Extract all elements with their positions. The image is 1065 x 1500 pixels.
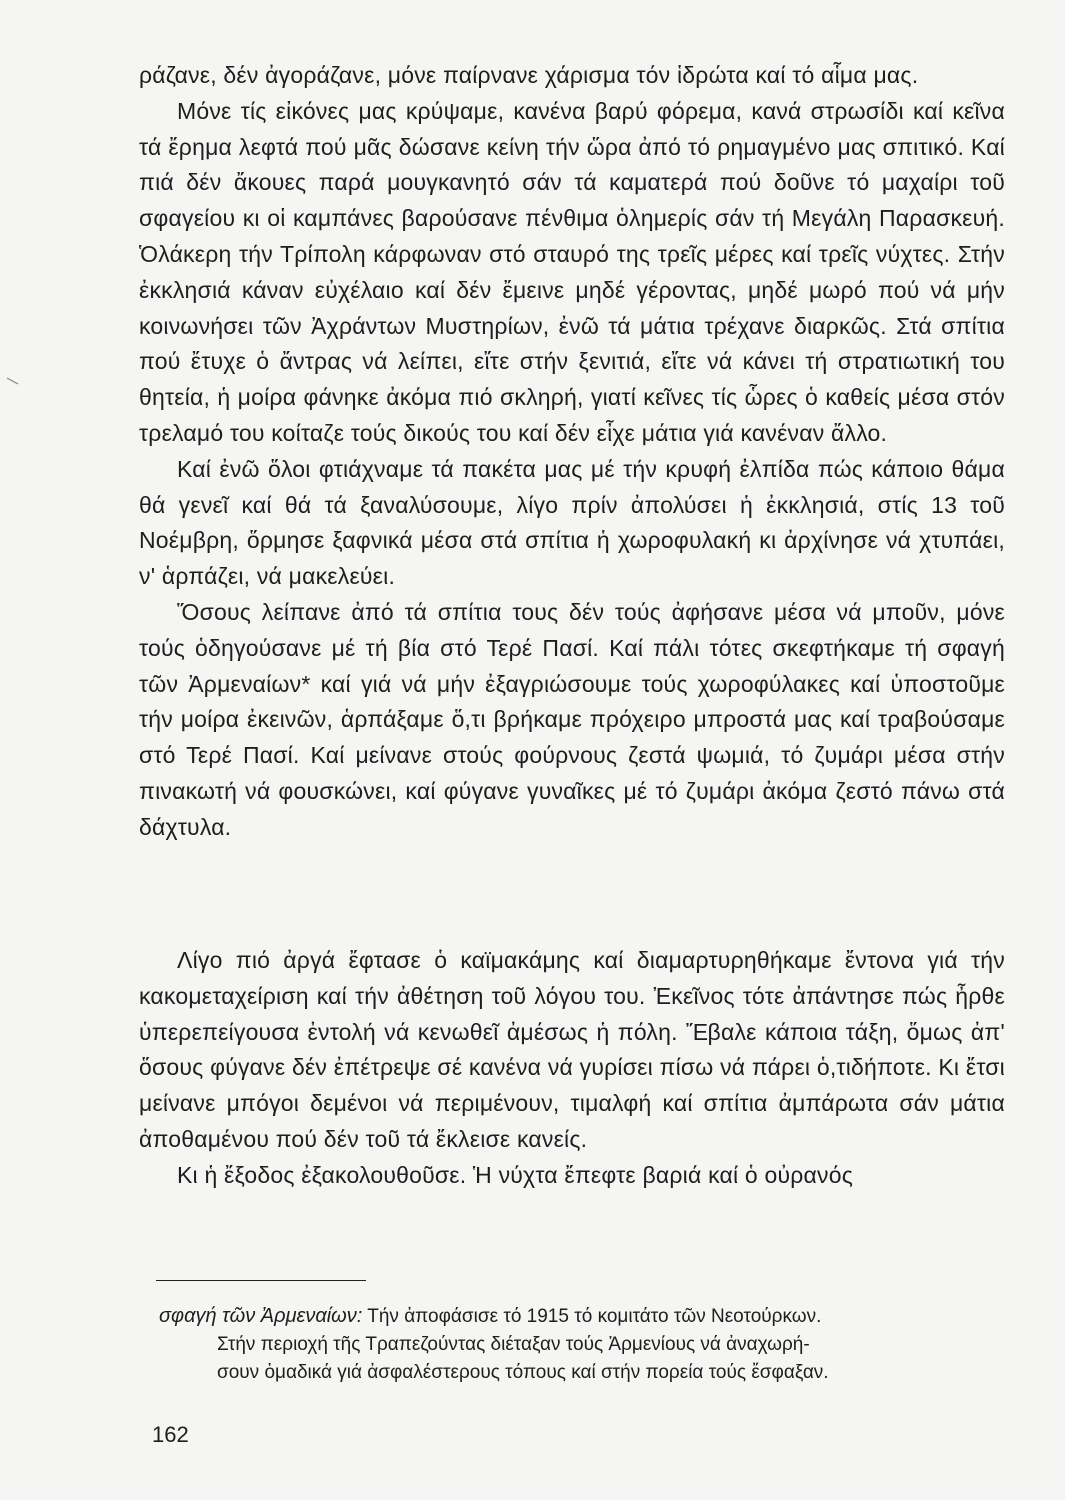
paragraph: Καί ἐνῶ ὅλοι φτιάχναμε τά πακέτα μας μέ τήν κρυφή ἐλπίδα πώς κάποιο θάμα θά γενεῖ καί θά τά ξαναλύσουμε, λίγο πρίν ἀπολύσει ἡ ἐκκλησιά, στίς 13 τοῦ Νοέμβρη, ὅρμησε ξαφνικά μέσα στά σπίτια ἡ χωροφυλακή κι ἀρχίνησε νά χτυπάει, ν' ἁρπάζει, νά μακελεύει. bbox=[139, 455, 1005, 590]
footnote-separator bbox=[156, 1280, 366, 1281]
main-text-upper bbox=[139, 58, 1005, 846]
paragraph: Λίγο πιό ἀργά ἔφτασε ὁ καϊμακάμης καί διαμαρτυρηθήκαμε ἔντονα γιά τήν κακομεταχείριση καί τήν ἀθέτηση τοῦ λόγου του. Ἐκεῖνος τότε ἀπάντησε πώς ἦρθε ὑπερεπείγουσα ἐντολή νά κενωθεῖ ἀμέσως ἡ πόλη. Ἔβαλε κάποια τάξη, ὅμως ἀπ' ὅσους φύγανε δέν ἐπέτρεψε σέ κανένα νά γυρίσει πίσω νά πάρει ὁ,τιδήποτε. Κι ἔτσι μείνανε μπόγοι δεμένοι νά περιμένουν, τιμαλφή καί σπίτια ἀμπάρωτα σάν μάτια ἀποθαμένου πού δέν τοῦ τά ἔκλεισε κανείς. bbox=[139, 947, 1005, 1152]
footnote-term: σφαγή τῶν Ἀρμεναίων: bbox=[159, 1305, 363, 1327]
main-text-lower bbox=[139, 943, 1005, 1194]
paragraph: Ὅσους λείπανε ἀπό τά σπίτια τους δέν τούς ἀφήσανε μέσα νά μποῦν, μόνε τούς ὁδηγούσανε μέ τή βία στό Τερέ Πασί. Καί πάλι τότες σκεφτήκαμε τή σφαγή τῶν Ἀρμεναίων* καί γιά νά μήν ἐξαγριώσουμε τούς χωροφύλακες καί ὑποστοῦμε τήν μοίρα ἐκεινῶν, ἁρπάξαμε ὅ,τι βρήκαμε πρόχειρο μπροστά μας καί τραβούσαμε στό Τερέ Πασί. Καί μείνανε στούς φούρνους ζεστά ψωμιά, τό ζυμάρι μέσα στήν πινακωτή νά φουσκώνει, καί φύγανε γυναῖκες μέ τό ζυμάρι ἀκόμα ζεστό πάνω στά δάχτυλα. bbox=[139, 598, 1005, 840]
page-number: 162 bbox=[152, 1422, 189, 1447]
margin-pencil-mark bbox=[6, 376, 20, 386]
footnote-line: σουν ὁμαδικά γιά ἀσφαλέστερους τόπους καί στήν πορεία τούς ἔσφαξαν. bbox=[217, 1362, 829, 1383]
footnote-line bbox=[159, 1302, 1029, 1331]
footnote-text: Τήν ἀποφάσισε τό 1915 τό κομιτάτο τῶν Νεοτούρκων. bbox=[367, 1306, 822, 1327]
footnote bbox=[159, 1302, 1029, 1387]
paragraph: Κι ἡ ἔξοδος ἐξακολουθοῦσε. Ἡ νύχτα ἔπεφτε βαριά καί ὁ οὐρανός bbox=[177, 1161, 853, 1188]
paragraph-continuation: ράζανε, δέν ἀγοράζανε, μόνε παίρνανε χάρισμα τόν ἱδρώτα καί τό αἷμα μας. bbox=[139, 62, 919, 88]
paragraph: Μόνε τίς εἰκόνες μας κρύψαμε, κανένα βαρύ φόρεμα, κανά στρωσίδι καί κεῖνα τά ἔρημα λεφτά πού μᾶς δώσανε κείνη τήν ὥρα ἀπό τό ρημαγμένο μας σπιτικό. Καί πιά δέν ἄκουες παρά μουγκανητό σάν τά καματερά πού δοῦνε τό μαχαίρι τοῦ σφαγείου κι οἱ καμπάνες βαρούσανε πένθιμα ὁλημερίς σάν τή Μεγάλη Παρασκευή. Ὁλάκερη τήν Τρίπολη κάρφωναν στό σταυρό της τρεῖς μέρες καί τρεῖς νύχτες. Στήν ἐκκλησιά κάναν εὐχέλαιο καί δέν ἔμεινε μηδέ γέροντας, μηδέ μωρό πού νά μήν κοινωνήσει τῶν Ἀχράντων Μυστηρίων, ἐνῶ τά μάτια τρέχανε διαρκῶς. Στά σπίτια πού ἔτυχε ὁ ἄντρας νά λείπει, εἴτε στήν ξενιτιά, εἴτε νά κάνει τή στρατιωτική του θητεία, ἡ μοίρα φάνηκε ἀκόμα πιό σκληρή, γιατί κεῖνες τίς ὧρες ὁ καθείς μέσα στόν τρελαμό του κοίταζε τούς δικούς του καί δέν εἶχε μάτια γιά κανέναν ἄλλο. bbox=[139, 97, 1005, 446]
footnote-line: Στήν περιοχή τῆς Τραπεζούντας διέταξαν τούς Ἀρμενίους νά ἀναχωρή- bbox=[217, 1334, 810, 1355]
